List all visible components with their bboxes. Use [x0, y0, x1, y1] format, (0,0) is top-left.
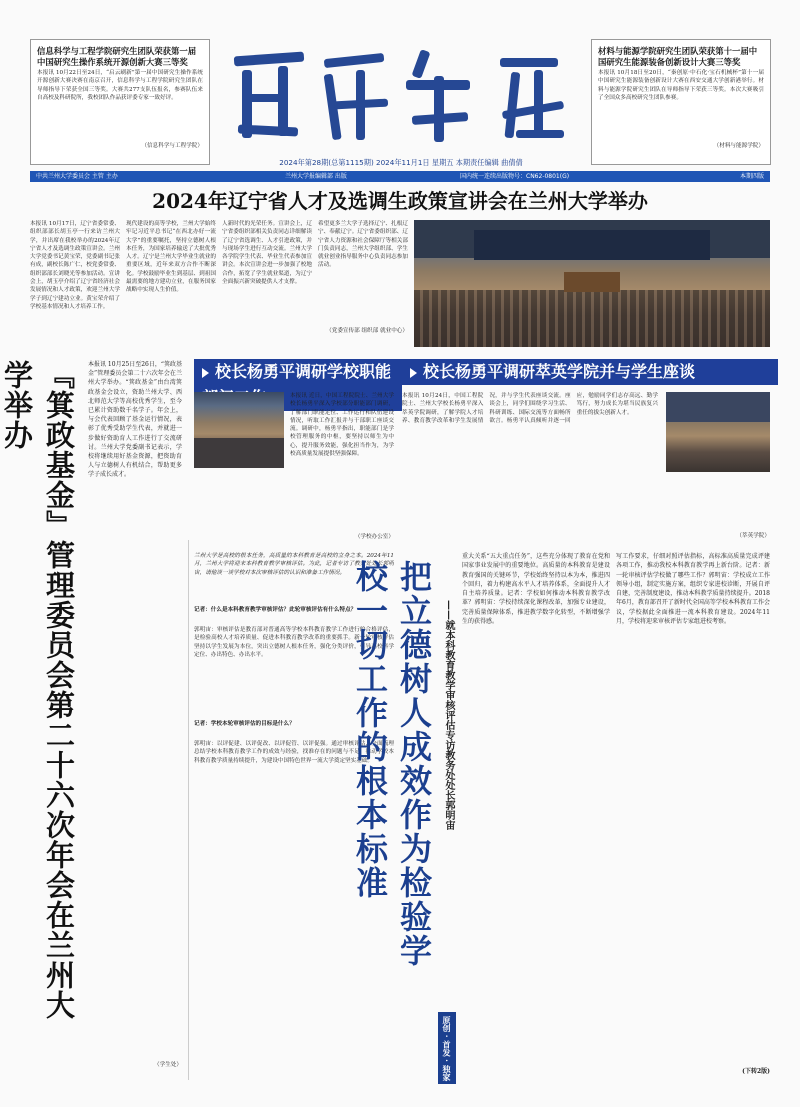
interview-byline: 原创 · 首发 · 独家 [438, 1012, 456, 1084]
left-box-credit: （信息科学与工程学院） [141, 143, 203, 149]
right-box-body: 本报讯 10月18日至20日，“秦创原·中石化·宝石机械杯”第十一届中国研究生能源装备创新设计大赛在西安交通大学创新港举行。材料与能源学院研究生团队在导师指导下荣获三等奖。本次大赛吸引了全国众多高校研究生团队参赛。 [598, 70, 764, 101]
masthead-title [216, 36, 221, 37]
lead-col-4: 希望更多兰大学子选择辽宁、扎根辽宁、奉献辽宁。辽宁省委组织部、辽宁省人力资源和社会保障厅等相关部门负责同志，兰州大学组织部、学生就业创业指导服务中心负责同志参加活动。 [318, 221, 408, 269]
lead-credit: （党委宣传部 组织部 就业中心） [326, 328, 408, 334]
left-section-photo [194, 392, 284, 468]
left-section-body: 本报讯 近日，中国工程院院士、兰州大学校长杨勇平深入学校部分职能部门调研，了解部门职能定位、工作运行和队伍建设情况，听取工作汇报并与干部职工座谈交流。调研中，杨勇平指出，职能部门是学校管理服务的中枢，要坚持以师生为中心，提升服务效能，强化担当作为，为学校高质量发展提供坚强保障。 [290, 393, 394, 458]
issue-line: 2024年第28期(总第1115期) 2024年11月1日 星期五 本期责任编辑 曲倩倩 [279, 158, 523, 167]
interview-a2: 郭明宙：以评促建、以评促改、以评促管、以评促强。通过审核评估，全面梳理总结学校本科教育教学工作的成效与经验，找准存在的问题与不足，推动学校本科教育教学质量持续提升，为建设中国特色世界一流大学奠定坚实基础。 [194, 741, 394, 764]
arrow-icon [410, 368, 417, 378]
lead-col-3: 人新时代的光荣任务。宣讲会上，辽宁省委组织部相关负责同志详细解读了辽宁省选调生、人才引进政策，并与现场学生进行互动交流。兰州大学各学院学生代表、毕业生代表参加宣讲会。本次宣讲会进一步加强了校地合作，拓宽了学生就业渠道，为辽宁全面振兴新突破提供人才支撑。 [222, 221, 312, 286]
lead-col-1: 本报讯 10月17日，辽宁省委常委、组织部部长胡玉亭一行来访兰州大学，并出席在我校举办的2024年辽宁省人才及选调生政策宣讲会。兰州大学党委书记黄宝荣，党委副书记张有成，副校长陈广仁，校党委常委、组织部部长刘晓光等参加活动。宣讲会上，胡玉亭介绍了辽宁省经济社会发展情况和人才政策，欢迎兰州大学学子到辽宁建功立业。黄宝荣介绍了学校基本情况和人才培养工作。 [30, 221, 120, 310]
left-news-box [30, 39, 210, 165]
right-box-title: 材料与能源学院研究生团队荣获第十一届中国研究生能源装备创新设计大赛三等奖 [598, 46, 758, 67]
interview-q1: 记者：什么是本科教育教学审核评估？此轮审核评估有什么特点？ [194, 607, 357, 613]
sponsor-text: 中共兰州大学委员会 主管 主办 [36, 173, 118, 180]
feature-vertical-title: 『箕政基金』管理委员会第二十六次年会在兰州大学举办 [0, 360, 76, 1020]
masthead-logo [216, 36, 582, 156]
right-box-credit: （材料与能源学院） [713, 143, 764, 149]
publisher-text: 兰州大学报编辑部 出版 [285, 173, 347, 180]
main-headline: 2024年辽宁省人才及选调生政策宣讲会在兰州大学举办 [152, 189, 648, 213]
feature-credit: （学生处） [154, 1062, 182, 1068]
lead-photo [414, 220, 770, 347]
right-section-extra: （萃英学院） [736, 533, 770, 539]
feature-body: 本报讯 10月25日至26日，“箕政基金”管理委员会第二十六次年会在兰州大学举办。“箕政基金”由台湾箕政基金会设立，资助兰州大学、西北师范大学等高校优秀学生，至今已累计资助数千名学子。年会上，与会代表回顾了基金运行情况，表彰了优秀受助学生代表，并就进一步做好资助育人工作进行了交流研讨。兰州大学党委副书记表示，学校将继续用好基金资源，把资助育人与立德树人有机结合，帮助更多学子成长成才。 [88, 361, 182, 479]
section-title-left: 校长杨勇平调研学校职能 [194, 359, 402, 411]
right-section-photo [666, 392, 770, 472]
lead-col-2: 现代建设的高等学校，兰州大学始终牢记习近平总书记“在西北办好一流大学”的重要嘱托，坚持立德树人根本任务，为国家培养输送了大批优秀人才。辽宁是兰州大学毕业生就业的重要区域，近年来双方合作不断深化。学校鼓励毕业生到基层、到祖国最需要的地方建功立业，在服务国家战略中实现人生价值。 [126, 221, 216, 294]
right-section-body: 本报讯 10月24日，中国工程院院士、兰州大学校长杨勇平深入萃英学院调研，了解学院人才培养、教育教学改革和学生发展情况，并与学生代表座谈交流。座谈会上，同学们围绕学习生活、科研训练、国际交流等方面畅所欲言。杨勇平认真倾听并逐一回应，勉励同学们志存高远、勤学笃行，努力成长为堪当民族复兴重任的拔尖创新人才。 [402, 393, 658, 424]
page-count-text: 本期四版 [739, 173, 764, 180]
interview-main-title-part2: 把立德树人成效作为检验学校一切工作的根本标准 [351, 560, 433, 968]
interview-col-d: 写工作要求，仔细对照评估指标，高标准高质量完成评建各项工作，推动我校本科教育教学再上新台阶。记者：新一轮审核评估学校做了哪些工作？郭明宙：学校成立工作领导小组，制定实施方案，组织专家进校诊断，开展自评自建，完善制度建设，推动本科教学质量持续提升。2018年6月，教育部召开了新时代全国高等学校本科教育工作会议，学校据此全面推进一流本科教育建设。2024年11月，学校将迎来审核评估专家组进校考察。 [616, 553, 770, 626]
interview-a1: 郭明宙：审核评估是教育部对普通高等学校本科教育教学工作进行的合格评估，是检验高校人才培养质量、促进本科教育教学改革的重要抓手。新一轮审核评估坚持以学生发展为本位，突出立德树人根本任务，强化分类评价，引导高校科学定位、办出特色、办出水平。 [194, 627, 394, 658]
interview-col-c: 重大关系“五大重点任务”，这些充分体现了教育在党和国家事业发展中的重要地位。高质量的本科教育是建设教育强国的关键环节，学校始终坚持以本为本，推进四个回归，着力构建高水平人才培养体系，全面提升人才自主培养质量。记者：学校如何推动本科教育教学改革？郭明宙：学校持续深化课程改革，加强专业建设，完善质量保障体系，推进教学数字化转型，不断增强学生的获得感。 [462, 553, 610, 626]
interview-divider [188, 540, 189, 1080]
left-section-credit: （学校办公室） [354, 534, 394, 540]
arrow-icon [202, 368, 209, 378]
continued-note: (下转2版) [742, 1068, 770, 1075]
interview-intro: 兰州大学是高校的根本任务，高质量的本科教育是高校的立身之本。2024年11月，兰州大学将迎来本科教育教学审核评估。为此，记者专访了教务处处长郭明宙，请他谈一谈学校对本次审核评估的认识和准备工作情况。 [194, 553, 394, 576]
masthead-calligraphy [216, 36, 582, 156]
section-title-right: 校长杨勇平调研萃英学院并与学生座谈 [402, 359, 778, 385]
right-news-box [591, 39, 771, 165]
left-box-title: 信息科学与工程学院研究生团队荣获第一届中国研究生操作系统开源创新大赛三等奖 [37, 46, 197, 67]
interview-subtitle: ——就本科教育教学审核评估专访教务处处长郭明宙 [443, 600, 454, 830]
left-box-body: 本报讯 10月22日至24日，“启云刷新”第一届中国研究生操作系统开源创新大赛决赛在南京召开，信息科学与工程学院研究生团队在导师指导下荣获全国三等奖。大赛共277支队伍报名，参赛队伍来自高校及科研院所，我校团队作品获评委专家一致好评。 [37, 70, 203, 101]
interview-q2: 记者：学校本轮审核评估的目标是什么？ [194, 721, 295, 727]
serial-number-text: 国内统一连续出版物号：CN62-0801(G) [460, 173, 570, 180]
header-info-bar [30, 171, 770, 182]
